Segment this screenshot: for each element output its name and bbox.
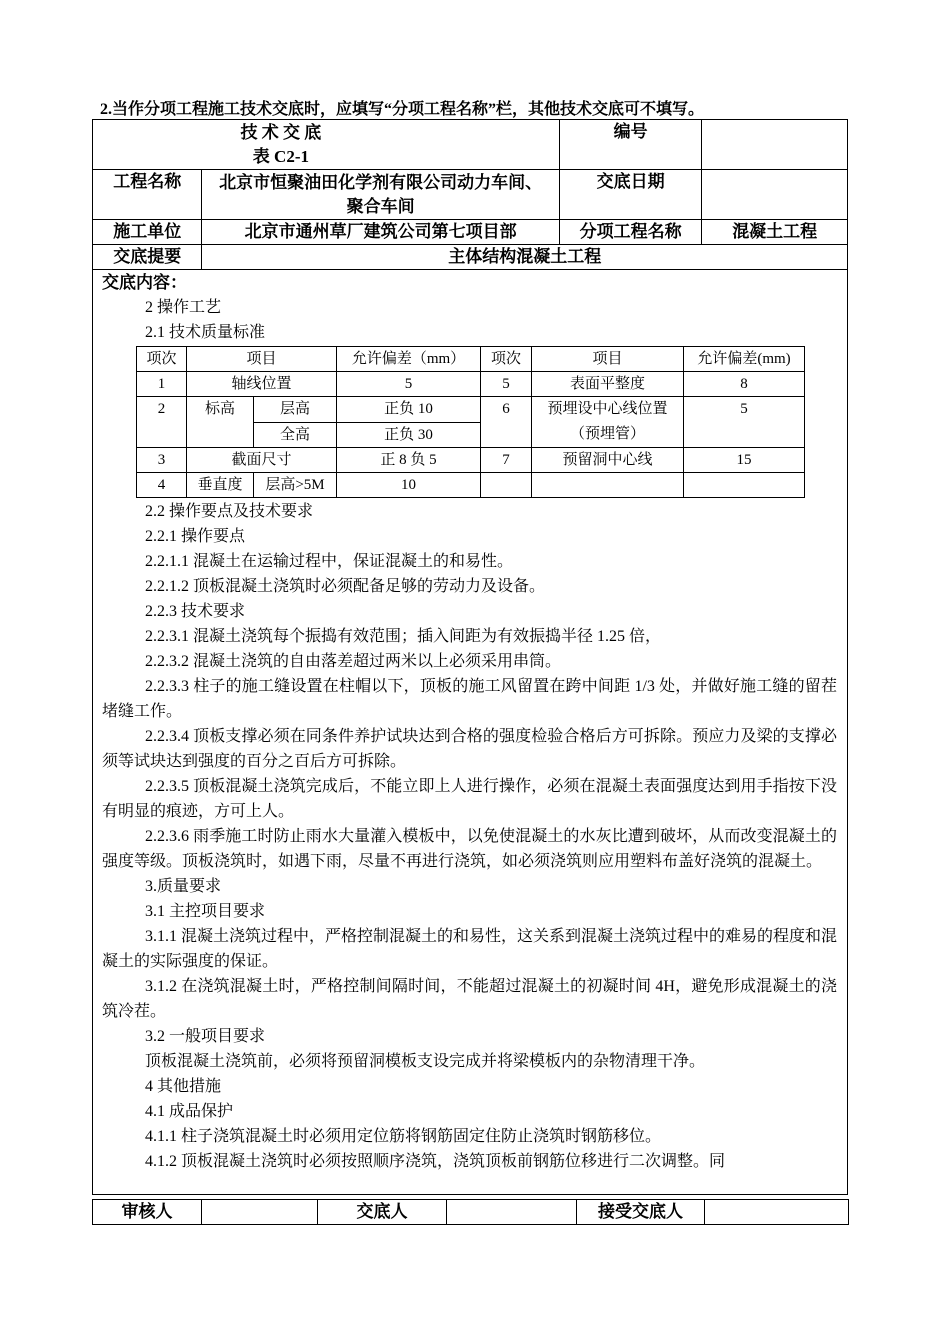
- tol-cell: 正负 30: [337, 422, 481, 448]
- content-paragraph: 3.1.2 在浇筑混凝土时，严格控制间隔时间，不能超过混凝土的初凝时间 4H，避免形成混凝土的浇筑冷茬。: [102, 978, 837, 1020]
- content-paragraph: 2.2.3.4 顶板支撑必须在同条件养护试块达到合格的强度检验合格后方可拆除。预应力及梁的支撑必须等试块达到强度的百分之百后方可拆除。: [102, 728, 837, 770]
- content-line: 4.1.1 柱子浇筑混凝土时必须用定位筋将钢筋固定住防止浇筑时钢筋移位。: [145, 1128, 662, 1145]
- reviewer-label: 审核人: [93, 1200, 202, 1225]
- content-line: 3.2 一般项目要求: [145, 1028, 266, 1045]
- form-code: 表 C2-1: [252, 146, 309, 166]
- tol-cell: 垂直度: [187, 473, 254, 498]
- tol-cell: [684, 473, 805, 498]
- tol-header: 项次: [481, 347, 532, 372]
- disclosure-content: [93, 270, 848, 1195]
- tol-header: 项目: [187, 347, 337, 372]
- tol-cell: 5: [337, 372, 481, 397]
- tol-cell: 层高: [254, 397, 337, 423]
- content-line: 2.2.1.1 混凝土在运输过程中，保证混凝土的和易性。: [145, 553, 514, 570]
- content-line: 2.2.3.2 混凝土浇筑的自由落差超过两米以上必须采用串筒。: [145, 653, 562, 670]
- tol-cell: 截面尺寸: [187, 448, 337, 473]
- tol-header: 项次: [137, 347, 187, 372]
- tol-header: 允许偏差（mm）: [337, 347, 481, 372]
- tol-cell: 标高: [187, 397, 254, 448]
- tol-cell: 6: [481, 397, 532, 448]
- tol-cell: 2: [137, 397, 187, 448]
- tol-cell: 正负 10: [337, 397, 481, 423]
- summary-value: 主体结构混凝土工程: [202, 245, 848, 270]
- content-line: 2.2.3 技术要求: [145, 603, 246, 620]
- subproject-name-label: 分项工程名称: [559, 220, 702, 245]
- form-title-cell: [93, 120, 560, 170]
- tol-cell: 层高>5M: [254, 473, 337, 498]
- content-line: 4 其他措施: [145, 1078, 222, 1095]
- reviewer-value[interactable]: [202, 1200, 318, 1225]
- tol-cell: [481, 473, 532, 498]
- tol-cell: 全高: [254, 422, 337, 448]
- content-line: 2.2.1.2 顶板混凝土浇筑时必须配备足够的劳动力及设备。: [145, 578, 546, 595]
- content-line: 顶板混凝土浇筑前，必须将预留洞模板支设完成并将梁模板内的杂物清理干净。: [145, 1053, 706, 1070]
- discloser-value[interactable]: [447, 1200, 577, 1225]
- form-title: 技 术 交 底: [240, 122, 322, 142]
- content-line: 4.1.2 顶板混凝土浇筑时必须按照顺序浇筑，浇筑顶板前钢筋位移进行二次调整。同: [145, 1153, 726, 1170]
- tol-header: 允许偏差(mm): [684, 347, 805, 372]
- tol-cell: 7: [481, 448, 532, 473]
- disclosure-date-value[interactable]: [702, 170, 848, 220]
- tol-cell: [532, 473, 684, 498]
- content-line: 2.2 操作要点及技术要求: [145, 503, 314, 520]
- content-line: 2.2.3.1 混凝土浇筑每个振捣有效范围；插入间距为有效振捣半径 1.25 倍，: [145, 628, 662, 645]
- disclosure-date-label: 交底日期: [559, 170, 702, 220]
- content-paragraph: 2.2.3.6 雨季施工时防止雨水大量灌入模板中，以免使混凝土的水灰比遭到破坏，从而改变混凝土的强度等级。顶板浇筑时，如遇下雨，尽量不再进行浇筑，如必须浇筑则应用塑料布盖好浇筑的混凝土。: [102, 828, 837, 870]
- tol-cell: 轴线位置: [187, 372, 337, 397]
- content-title: 交底内容：: [102, 273, 187, 292]
- receiver-label: 接受交底人: [577, 1200, 705, 1225]
- tol-cell: 8: [684, 372, 805, 397]
- summary-label: 交底提要: [93, 245, 202, 270]
- discloser-label: 交底人: [318, 1200, 447, 1225]
- signature-row: [92, 1199, 849, 1225]
- content-paragraph: 3.1.1 混凝土浇筑过程中，严格控制混凝土的和易性，这关系到混凝土浇筑过程中的难易的程度和混凝土的实际强度的保证。: [102, 928, 838, 970]
- tol-cell: 10: [337, 473, 481, 498]
- tol-cell: 5: [481, 372, 532, 397]
- tol-cell: 5: [684, 397, 805, 448]
- content-line: 4.1 成品保护: [145, 1103, 234, 1120]
- content-line: 2 操作工艺: [145, 299, 222, 316]
- tol-cell: 1: [137, 372, 187, 397]
- tol-header: 项目: [532, 347, 684, 372]
- receiver-value[interactable]: [705, 1200, 849, 1225]
- project-name-value: 北京市恒聚油田化学剂有限公司动力车间、聚合车间: [202, 170, 559, 220]
- number-label: 编号: [559, 120, 702, 170]
- tol-cell: 正 8 负 5: [337, 448, 481, 473]
- tol-cell: 4: [137, 473, 187, 498]
- disclosure-form: [92, 119, 848, 1195]
- tol-cell: 预留洞中心线: [532, 448, 684, 473]
- content-line: 3.质量要求: [145, 878, 222, 895]
- tol-cell: 15: [684, 448, 805, 473]
- tol-cell: 3: [137, 448, 187, 473]
- construction-unit-label: 施工单位: [93, 220, 202, 245]
- content-paragraph: 2.2.3.3 柱子的施工缝设置在柱帽以下，顶板的施工风留置在跨中间距 1/3 处，并做好施工缝的留茬堵缝工作。: [102, 678, 837, 720]
- construction-unit-value: 北京市通州草厂建筑公司第七项目部: [202, 220, 559, 245]
- tolerance-table: [136, 346, 805, 498]
- number-value[interactable]: [702, 120, 848, 170]
- project-name-label: 工程名称: [93, 170, 202, 220]
- content-line: 2.1 技术质量标准: [145, 324, 266, 341]
- content-paragraph: 2.2.3.5 顶板混凝土浇筑完成后，不能立即上人进行操作，必须在混凝土表面强度达到用手指按下没有明显的痕迹，方可上人。: [102, 778, 837, 820]
- tol-cell: 预埋设中心线位置（预埋管）: [532, 397, 684, 448]
- tol-cell: 表面平整度: [532, 372, 684, 397]
- content-line: 2.2.1 操作要点: [145, 528, 246, 545]
- instruction-note: 2.当作分项工程施工技术交底时，应填写“分项工程名称”栏，其他技术交底可不填写。: [100, 101, 705, 118]
- content-line: 3.1 主控项目要求: [145, 903, 266, 920]
- subproject-name-value: 混凝土工程: [702, 220, 848, 245]
